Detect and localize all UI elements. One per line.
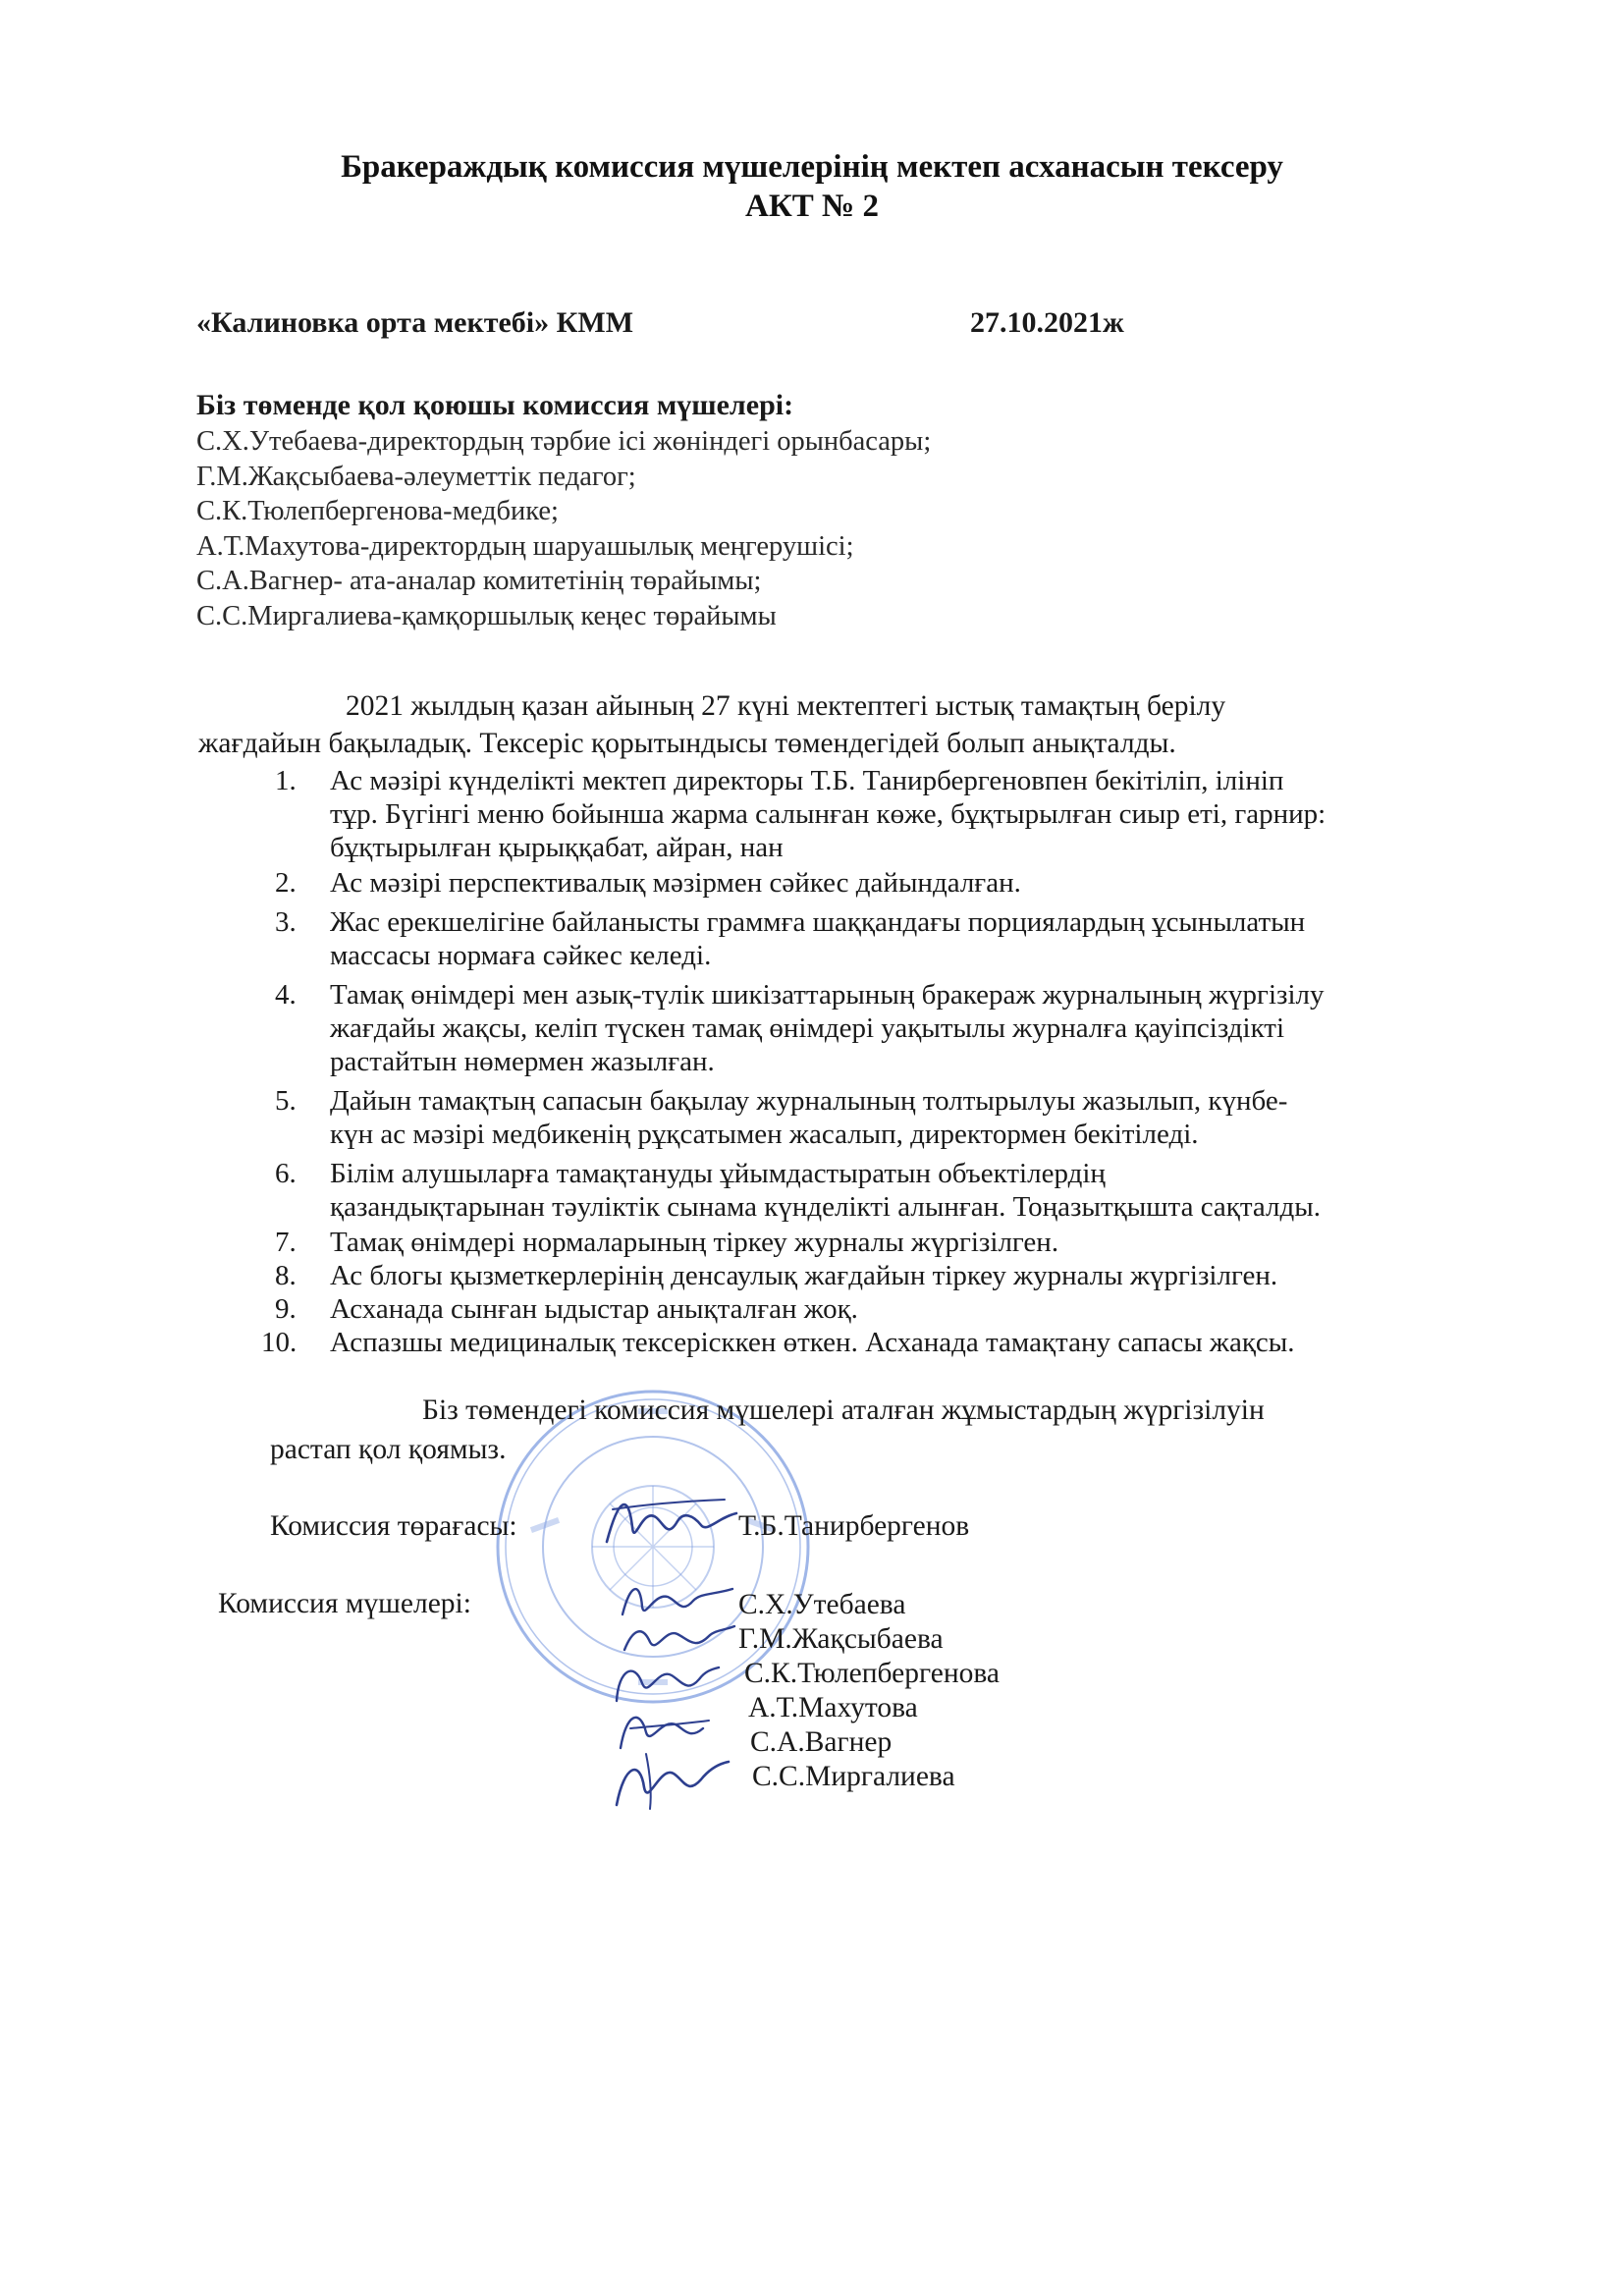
list-item [275,978,1326,1078]
list-item [275,905,1326,972]
item-line: қазандықтарынан тәуліктік сынама күнделікті алынған. Тоңазытқышта сақталды. [330,1191,1322,1223]
list-item [275,764,1326,864]
item-number: 3. [275,906,297,938]
closing-line: Біз төмендегі комиссия мүшелері аталған жұмыстардың жүргізілуін [422,1394,1265,1426]
list-item: С.С.Миргалиева [752,1761,955,1792]
item-line: жағдайы жақсы, келіп түскен тамақ өнімдері уақытылы журналға қауіпсіздікті [330,1012,1285,1044]
item-number: 6. [275,1158,297,1189]
item-number: 10. [261,1327,298,1358]
list-item: С.С.Миргалиева-қамқоршылық кеңес төрайымы [196,600,777,631]
signatories-list [738,1588,1000,1794]
item-line: Ас блогы қызметкерлерінің денсаулық жағдайын тіркеу журналы жүргізілген. [330,1260,1278,1291]
chair-label: Комиссия төрағасы: [270,1510,517,1542]
list-item: С.А.Вагнер- ата-аналар комитетінің төрайымы; [196,566,762,596]
list-item [275,1292,1326,1326]
closing-statement [270,1391,1265,1469]
document-date: 27.10.2021ж [970,306,1124,339]
paragraph-line: жағдайын бақыладық. Тексеріс қорытындысы төмендегідей болып анықталды. [198,728,1176,759]
item-line: Ас мәзірі перспективалық мәзірмен сәйкес дайындалған. [330,867,1021,899]
item-line: Тамақ өнімдері нормаларының тіркеу журналы жүргізілген. [330,1227,1059,1258]
list-item [275,1157,1326,1224]
chair-signature-icon [599,1488,746,1561]
item-line: Білім алушыларға тамақтануды ұйымдастыратын объектілердің [330,1158,1106,1189]
list-item: С.Х.Утебаева [738,1589,906,1620]
item-line: Асханада сынған ыдыстар анықталған жоқ. [330,1293,858,1325]
list-item: А.Т.Махутова-директордың шаруашылық меңгерушісі; [196,530,854,562]
item-line: күн ас мәзірі медбикенің рұқсатымен жасалып, директормен бекітіледі. [330,1119,1199,1150]
item-line: массасы нормаға сәйкес келеді. [330,940,712,971]
organization-name: «Калиновка орта мектебі» КММ [196,306,634,339]
inspection-paragraph [198,687,1475,762]
document-title: Бракераждық комиссия мүшелерінің мектеп асханасын тексеру [341,149,1283,185]
list-item [261,1326,1326,1359]
findings-list [261,764,1326,1359]
chair-name: Т.Б.Танирбергенов [738,1510,970,1542]
list-item [275,1259,1326,1292]
item-number: 2. [275,867,297,899]
list-item: С.К.Тюлепбергенова [744,1658,1000,1689]
item-number: 1. [275,765,297,796]
list-item: С.А.Вагнер [750,1726,893,1758]
item-number: 9. [275,1293,297,1325]
commission-members-list [196,424,931,633]
item-line: Ас мәзірі күнделікті мектеп директоры Т.Б. Танирбергеновпен бекітіліп, ілініп [330,765,1284,796]
list-item: Г.М.Жақсыбаева-әлеуметтік педагог; [196,461,636,492]
item-line: растайтын нөмермен жазылған. [330,1046,715,1077]
paragraph-line: 2021 жылдың қазан айының 27 күні мектептегі ыстық тамақтың берілу [346,690,1226,722]
signature-icon [607,1744,734,1818]
item-line: Аспазшы медициналық тексерісккен өткен. Асханада тамақтану сапасы жақсы. [330,1327,1295,1358]
list-item [275,1084,1326,1151]
list-item: С.Х.Утебаева-директордың тәрбие ісі жөніндегі орынбасары; [196,426,932,457]
item-number: 7. [275,1227,297,1258]
list-item: А.Т.Махутова [748,1692,918,1723]
members-label: Комиссия мүшелері: [218,1588,471,1619]
item-number: 4. [275,979,297,1011]
item-number: 8. [275,1260,297,1291]
item-line: Дайын тамақтың сапасын бақылау журналының толтырылуы жазылып, күнбе- [330,1085,1288,1117]
item-number: 5. [275,1085,297,1117]
item-line: тұр. Бүгінгі меню бойынша жарма салынған көже, бұқтырылған сиыр еті, гарнир: [330,798,1326,830]
closing-line: растап қол қоямыз. [270,1434,507,1465]
item-line: Жас ерекшелігіне байланысты граммға шаққандағы порциялардың ұсынылатын [330,906,1306,938]
list-item [275,866,1326,900]
list-item [275,1226,1326,1259]
list-item: С.К.Тюлепбергенова-медбике; [196,496,559,526]
list-item: Г.М.Жақсыбаева [738,1623,944,1655]
intro-heading: Біз төменде қол қоюшы комиссия мүшелері: [196,389,794,421]
item-line: бұқтырылған қырыққабат, айран, нан [330,832,784,863]
item-line: Тамақ өнімдері мен азық-түлік шикізаттарының бракераж журналының жүргізілу [330,979,1325,1011]
act-number: АКТ № 2 [745,189,879,224]
